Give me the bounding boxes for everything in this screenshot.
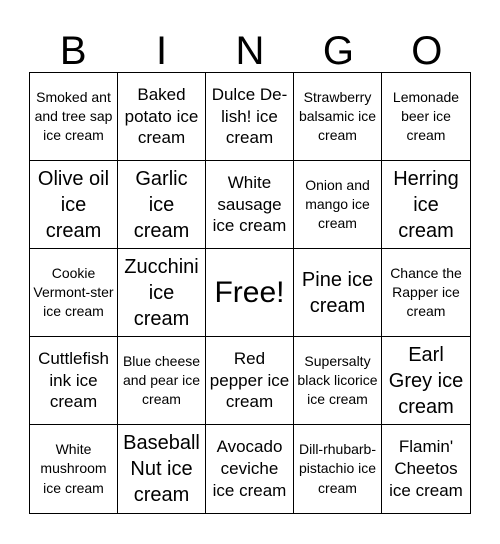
bingo-cell[interactable] <box>382 249 470 337</box>
bingo-cell[interactable] <box>382 161 470 249</box>
bingo-cell[interactable] <box>30 337 118 425</box>
bingo-cell[interactable] <box>118 249 206 337</box>
bingo-cell[interactable] <box>118 425 206 513</box>
bingo-cell[interactable] <box>294 73 382 161</box>
cell-label: Cuttlefish ink ice cream <box>38 348 109 412</box>
bingo-cell[interactable] <box>30 73 118 161</box>
cell-label: Dill-rhubarb-pistachio ice cream <box>298 441 377 496</box>
bingo-grid <box>29 72 471 514</box>
bingo-cell[interactable] <box>206 161 294 249</box>
cell-label: Garlic ice cream <box>133 167 190 242</box>
bingo-cell[interactable] <box>294 161 382 249</box>
bingo-cell[interactable] <box>294 425 382 513</box>
cell-label: Earl Grey ice cream <box>388 343 464 418</box>
bingo-cell[interactable] <box>30 425 118 513</box>
bingo-cell[interactable] <box>30 161 118 249</box>
bingo-cell[interactable] <box>382 337 470 425</box>
cell-label: Pine ice cream <box>301 268 374 317</box>
cell-label: Strawberry balsamic ice cream <box>298 88 377 144</box>
bingo-header <box>29 28 471 74</box>
header-letter-n: N <box>235 29 265 73</box>
bingo-cell[interactable] <box>382 73 470 161</box>
cell-label: Red pepper ice cream <box>209 348 290 412</box>
bingo-cell[interactable] <box>30 249 118 337</box>
cell-label: White mushroom ice cream <box>40 441 107 496</box>
bingo-cell[interactable] <box>206 337 294 425</box>
cell-label: Lemonade beer ice cream <box>392 88 460 144</box>
cell-label: Blue cheese and pear ice cream <box>122 352 201 408</box>
cell-label: Flamin' Cheetos ice cream <box>389 437 463 500</box>
cell-label: Cookie Vermont-ster ice cream <box>33 264 114 320</box>
free-space[interactable] <box>206 249 294 337</box>
free-space-label: Free! <box>214 275 285 309</box>
bingo-cell[interactable] <box>382 425 470 513</box>
bingo-cell[interactable] <box>118 161 206 249</box>
header-letter-g: G <box>322 29 354 73</box>
cell-label: Baseball Nut ice cream <box>123 432 200 506</box>
bingo-cell[interactable] <box>294 337 382 425</box>
header-letter-b: B <box>59 29 87 73</box>
cell-label: White sausage ice cream <box>212 172 287 236</box>
cell-label: Dulce De-lish! ice cream <box>211 84 288 148</box>
bingo-cell[interactable] <box>294 249 382 337</box>
bingo-cell[interactable] <box>118 73 206 161</box>
cell-label: Baked potato ice cream <box>124 84 199 148</box>
cell-label: Chance the Rapper ice cream <box>390 264 462 320</box>
header-letter-i: I <box>156 29 168 73</box>
bingo-cell[interactable] <box>206 425 294 513</box>
cell-label: Herring ice cream <box>393 167 459 242</box>
bingo-cell[interactable] <box>206 73 294 161</box>
bingo-cell[interactable] <box>118 337 206 425</box>
cell-label: Onion and mango ice cream <box>305 176 370 232</box>
cell-label: Zucchini ice cream <box>124 255 199 330</box>
cell-label: Avocado ceviche ice cream <box>212 437 287 500</box>
cell-label: Olive oil ice cream <box>37 167 110 242</box>
cell-label: Supersalty black licorice ice cream <box>297 352 378 408</box>
header-letter-o: O <box>411 29 443 73</box>
cell-label: Smoked ant and tree sap ice cream <box>34 88 113 144</box>
